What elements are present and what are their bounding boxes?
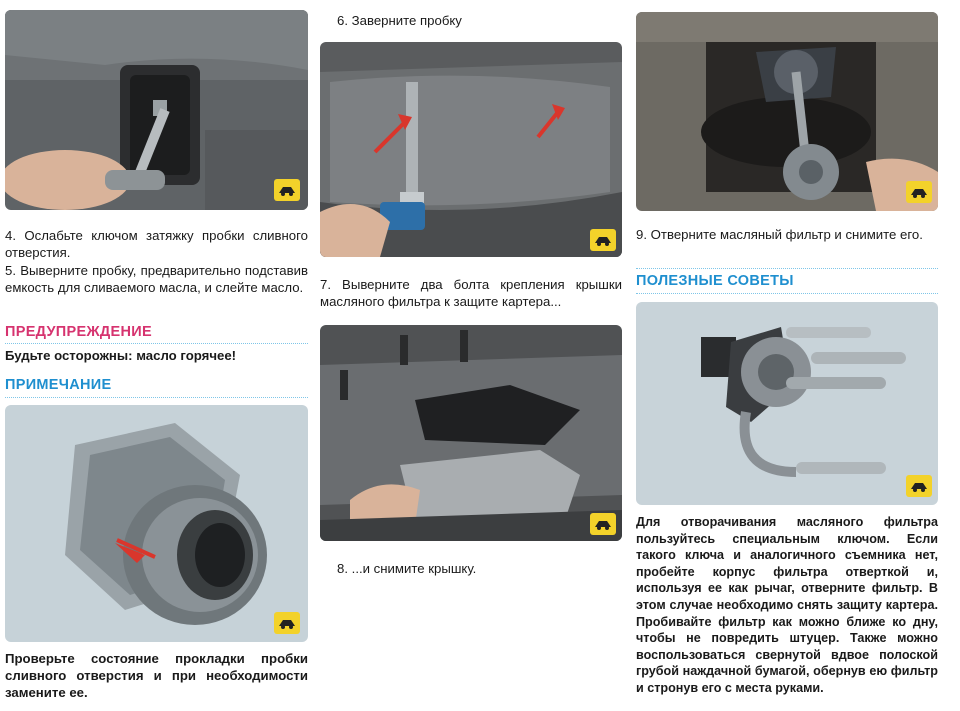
mechanic-logo-badge — [906, 181, 932, 203]
warning-text: Будьте осторожны: масло горячее! — [5, 348, 237, 363]
tips-top-divider — [636, 268, 938, 269]
warning-divider — [5, 343, 308, 344]
photo-step4-wrench-on-drain-plug — [5, 10, 308, 210]
note-divider — [5, 397, 308, 398]
photo-drain-plug-gasket — [5, 405, 308, 642]
step5-text: 5. Выверните пробку, предварительно подставив емкость для сливаемого масла, и слейте масло. — [5, 263, 308, 295]
mechanic-logo-badge — [274, 612, 300, 634]
tips-divider — [636, 293, 938, 294]
car-lift-icon — [909, 479, 929, 493]
photo-step8-cover-removed — [320, 325, 622, 541]
car-lift-icon — [593, 517, 613, 531]
warning-heading: ПРЕДУПРЕЖДЕНИЕ — [5, 324, 152, 340]
photo-oil-filter-puller-tool — [636, 302, 938, 505]
tips-text: Для отворачивания масляного фильтра пользуйтесь специальным ключом. Если такого ключа и аналогичного съемника нет, пробейте корпус фильтра отверткой и, используя ее как рычаг, отверните фильтр. В этом случае необходимо снять защиту картера. Пробивайте фильтр как можно ближе ко дну, чтобы не повредить штуцер. Также можно воспользоваться свернутой вдвое полоской грубой наждачной бумагой, обернув ею фильтр и стронув его с места руками. — [636, 515, 938, 695]
car-lift-icon — [277, 183, 297, 197]
mechanic-logo-badge — [906, 475, 932, 497]
mechanic-logo-badge — [274, 179, 300, 201]
step6-caption: 6. Заверните пробку — [337, 13, 462, 28]
car-lift-icon — [593, 233, 613, 247]
mechanic-logo-badge — [590, 229, 616, 251]
car-lift-icon — [277, 616, 297, 630]
car-lift-icon — [909, 185, 929, 199]
step7-text: 7. Выверните два болта крепления крышки масляного фильтра к защите картера... — [320, 277, 622, 309]
mechanic-logo-badge — [590, 513, 616, 535]
note-heading: ПРИМЕЧАНИЕ — [5, 377, 112, 393]
note-text: Проверьте состояние прокладки пробки сливного отверстия и при необходимости замените ее. — [5, 651, 308, 700]
step4-text: 4. Ослабьте ключом затяжку пробки сливного отверстия. — [5, 228, 308, 260]
tips-heading: ПОЛЕЗНЫЕ СОВЕТЫ — [636, 273, 794, 289]
photo-step6-plug-screwed — [320, 42, 622, 257]
photo-step9-filter-wrench — [636, 12, 938, 211]
step8-caption: 8. ...и снимите крышку. — [337, 561, 477, 576]
step9-text: 9. Отверните масляный фильтр и снимите его. — [636, 227, 923, 242]
